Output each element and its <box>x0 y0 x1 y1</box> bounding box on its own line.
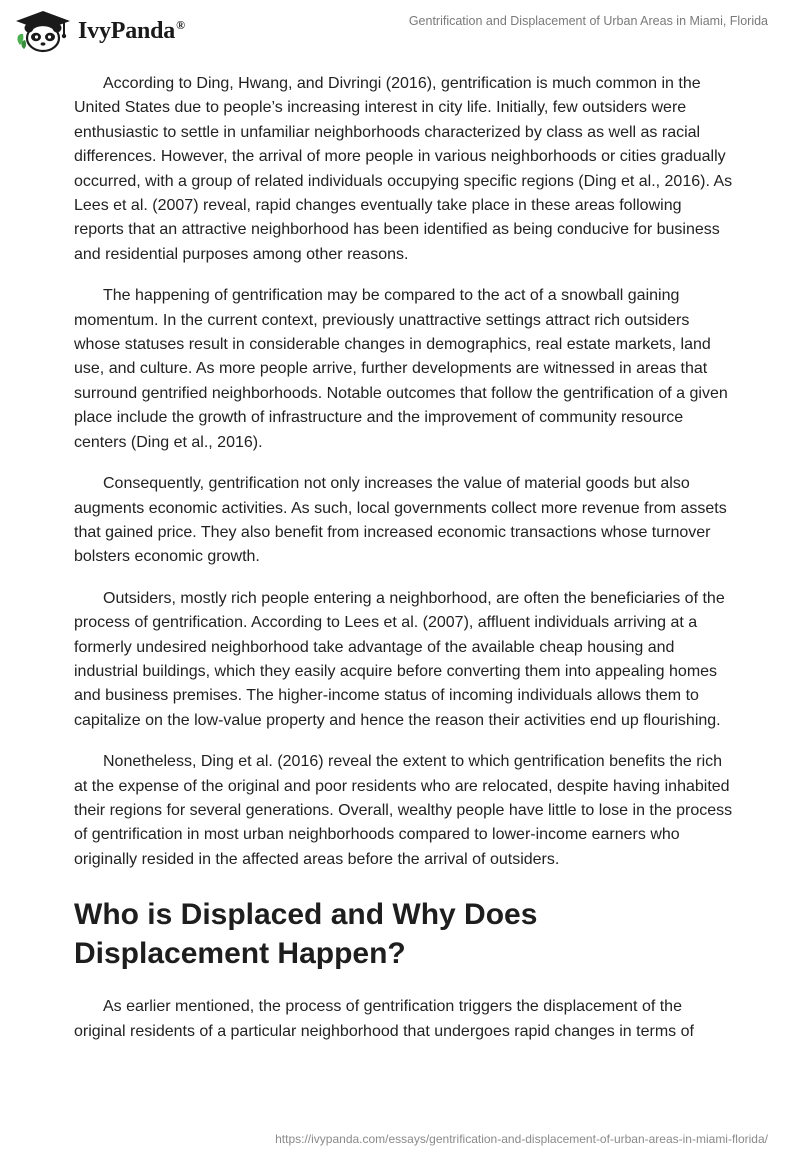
paragraph: Outsiders, mostly rich people entering a neighborhood, are often the beneficiaries of the process of gentrification. According to Lees et al. (2007), affluent individuals arriving at a formerly undesired neighborhood take advantage of the available cheap housing and industrial buildings, which they easily acquire before converting them into appealing homes and business premises. The higher-income status of incoming individuals allows them to capitalize on the low-value property and hence the reason their activities end up flourishing. <box>74 589 725 729</box>
paragraph: Nonetheless, Ding et al. (2016) reveal the extent to which gentrification benefits the rich at the expense of the original and poor residents who are relocated, despite having inhabited their regions for several generations. Overall, wealthy people have little to lose in the process of gentrification in most urban neighborhoods compared to lower-income earners who originally resided in the affected areas before the arrival of outsiders. <box>74 753 733 868</box>
panda-graduate-icon <box>14 9 72 53</box>
registered-mark: ® <box>176 17 185 32</box>
paragraph: Consequently, gentrification not only increases the value of material goods but also augments economic activities. As such, local governments collect more revenue from assets that gained price. They also benefit from increased economic transactions whose turnover bolsters economic growth. <box>74 475 727 566</box>
paragraph: As earlier mentioned, the process of gentrification triggers the displacement of the original residents of a particular neighborhood that undergoes rapid changes in terms of <box>74 998 694 1040</box>
logo-wordmark: IvyPanda® <box>78 17 185 44</box>
section-heading: Who is Displaced and Why Does Displacement Happen? <box>74 898 538 971</box>
essay-body <box>74 72 734 1061</box>
paragraph: The happening of gentrification may be compared to the act of a snowball gaining momentum. In the current context, previously unattractive settings attract rich outsiders whose statuses result in considerable changes in demographics, real estate markets, land use, and culture. As more people arrive, further developments are witnessed in areas that surround gentrified neighborhoods. Notable outcomes that follow the gentrification of a given place include the growth of infrastructure and the improvement of community resource centers (Ding et al., 2016). <box>74 287 728 451</box>
source-url[interactable]: https://ivypanda.com/essays/gentrification-and-displacement-of-urban-areas-in-miami-florida/ <box>275 1132 768 1146</box>
page-header <box>0 0 800 60</box>
running-title: Gentrification and Displacement of Urban Areas in Miami, Florida <box>408 14 768 28</box>
ivypanda-logo[interactable] <box>14 9 185 53</box>
paragraph: According to Ding, Hwang, and Divringi (2016), gentrification is much common in the United States due to people’s increasing interest in city life. Initially, few outsiders were enthusiastic to settle in unfamiliar neighborhoods characterized by class as well as racial differences. However, the arrival of more people in various neighborhoods or cities gradually occurred, with a group of related individuals occupying specific regions (Ding et al., 2016). As Lees et al. (2007) reveal, rapid changes eventually take place in these areas following reports that an attractive neighborhood has been identified as being conducive for business and residential purposes among other reasons. <box>74 75 733 263</box>
